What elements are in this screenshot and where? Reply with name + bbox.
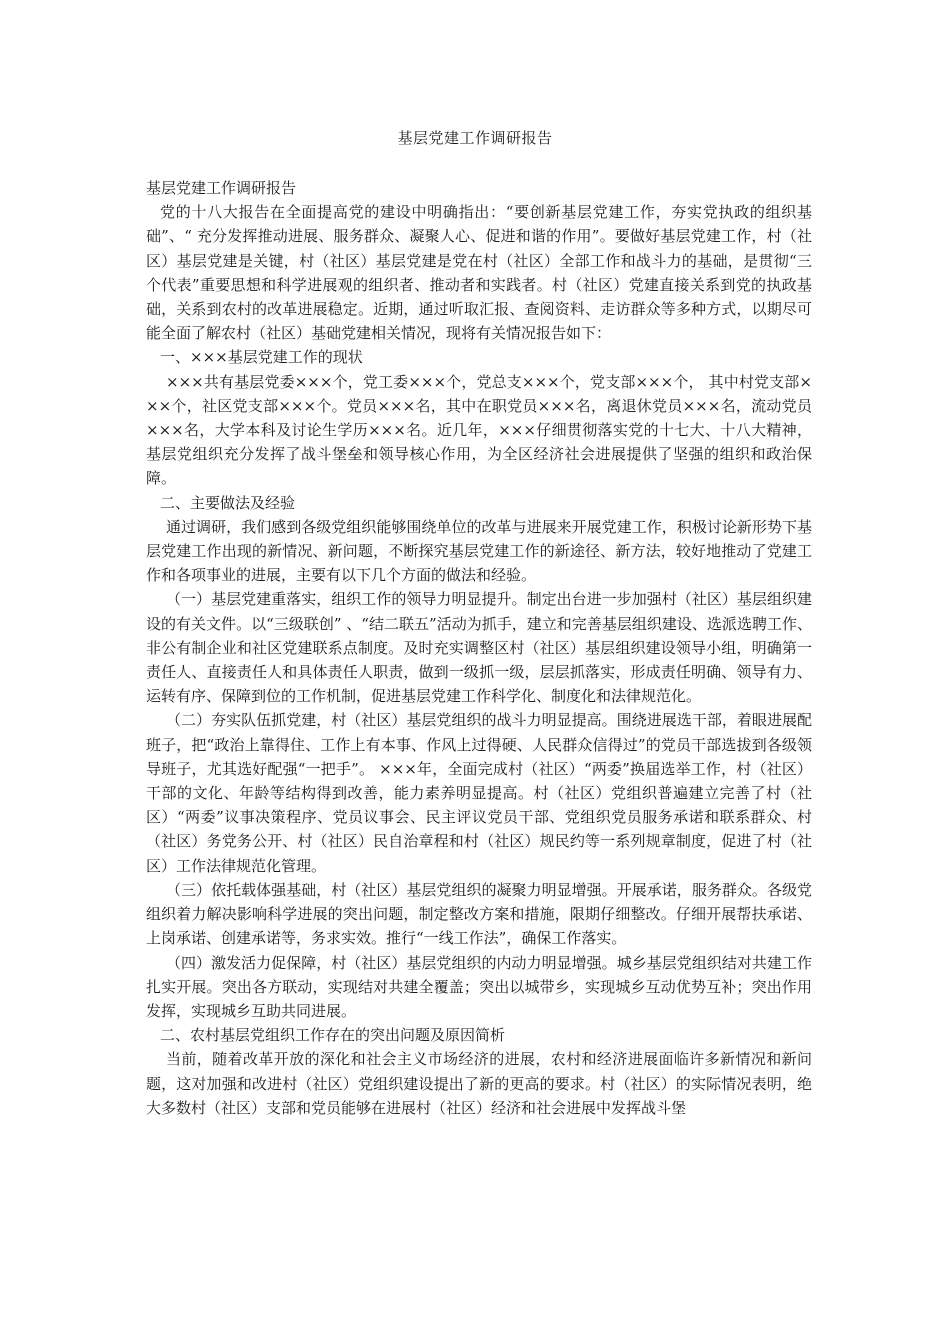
practices-intro-paragraph: 通过调研，我们感到各级党组织能够围绕单位的改革与进展来开展党建工作，积极讨论新形势下基层党建工作出现的新情况、新问题，不断探究基层党建工作的新途径、新方法，较好地推动了党建工作和各项事业的进展，主要有以下几个方面的做法和经验。	[146, 517, 812, 585]
document-body	[146, 176, 812, 1120]
practice-item-4: （四）激发活力促保障，村（社区）基层党组织的内动力明显增强。城乡基层党组织结对共建工作扎实开展。突出各方联动，实现结对共建全覆盖；突出以城带乡，实现城乡互动优势互补；突出作用发挥，实现城乡互助共同进展。	[146, 953, 812, 1020]
section-heading-practices: 二、主要做法及经验	[160, 493, 296, 512]
subtitle-paragraph: 基层党建工作调研报告	[146, 179, 297, 197]
problems-paragraph: 当前，随着改革开放的深化和社会主义市场经济的进展，农村和经济进展面临许多新情况和新问题，这对加强和改进村（社区）党组织建设提出了新的更高的要求。村（社区）的实际情况表明，绝大多数村（社区）支部和党员能够在进展村（社区）经济和社会进展中发挥战斗堡	[146, 1050, 812, 1117]
practice-item-3: （三）依托载体强基础，村（社区）基层党组织的凝聚力明显增强。开展承诺，服务群众。各级党组织着力解决影响科学进展的突出问题，制定整改方案和措施，限期仔细整改。仔细开展帮扶承诺、上岗承诺、创建承诺等，务求实效。推行“一线工作法”，确保工作落实。	[146, 880, 812, 948]
practice-item-1: （一）基层党建重落实，组织工作的领导力明显提升。制定出台进一步加强村（社区）基层组织建设的有关文件。以“三级联创” 、“结二联五”活动为抓手，建立和完善基层组织建设、选派选聘工作、非公有制企业和社区党建联系点制度。及时充实调整区村（社区）基层组织建设领导小组，明确第一责任人、直接责任人和具体责任人职责，做到一级抓一级，层层抓落实，形成责任明确、领导有力、运转有序、保障到位的工作机制，促进基层党建工作科学化、制度化和法律规范化。	[146, 590, 812, 706]
section-heading-problems: 二、农村基层党组织工作存在的突出问题及原因简析	[160, 1026, 506, 1045]
section-heading-status: 一、×××基层党建工作的现状	[160, 348, 363, 367]
intro-paragraph: 党的十八大报告在全面提高党的建设中明确指出：“要创新基层党建工作，夯实党执政的组织基础”、“ 充分发挥推动进展、服务群众、凝聚人心、促进和谐的作用”。要做好基层党建工作，村（社区）基层党建是关键，村（社区）基层党建是党在村（社区）全部工作和战斗力的基础，是贯彻“三个代表”重要思想和科学进展观的组织者、推动者和实践者。村（社区）党建直接关系到党的执政基础，关系到农村的改革进展稳定。近期，通过听取汇报、查阅资料、走访群众等多种方式，以期尽可能全面了解农村（社区）基础党建相关情况，现将有关情况报告如下：	[146, 203, 812, 343]
practice-item-2: （二）夯实队伍抓党建，村（社区）基层党组织的战斗力明显提高。围绕进展选干部，着眼进展配班子，把“政治上靠得住、工作上有本事、作风上过得硬、人民群众信得过”的党员干部选拔到各级领导班子，尤其选好配强“一把手”。 ×××年，全面完成村（社区）“两委”换届选举工作，村（社区）干部的文化、年龄等结构得到改善，能力素养明显提高。村（社区）党组织普遍建立完善了村（社区）“两委”议事决策程序、党员议事会、民主评议党员干部、党组织党员服务承诺和联系群众、村（社区）务党务公开、村（社区）民自治章程和村（社区）规民约等一系列规章制度，促进了村（社区）工作法律规范化管理。	[146, 711, 812, 875]
document-title: 基层党建工作调研报告	[397, 129, 553, 147]
status-paragraph: ×××共有基层党委×××个，党工委×××个，党总支×××个，党支部×××个， 其中村党支部×××个，社区党支部×××个。党员×××名，其中在职党员×××名，离退休党员×××名，流动党员×××名，大学本科及讨论生学历×××名。近几年，×××仔细贯彻落实党的十七大、十八大精神，基层党组织充分发挥了战斗堡垒和领导核心作用，为全区经济社会进展提供了坚强的组织和政治保障。	[146, 372, 812, 488]
